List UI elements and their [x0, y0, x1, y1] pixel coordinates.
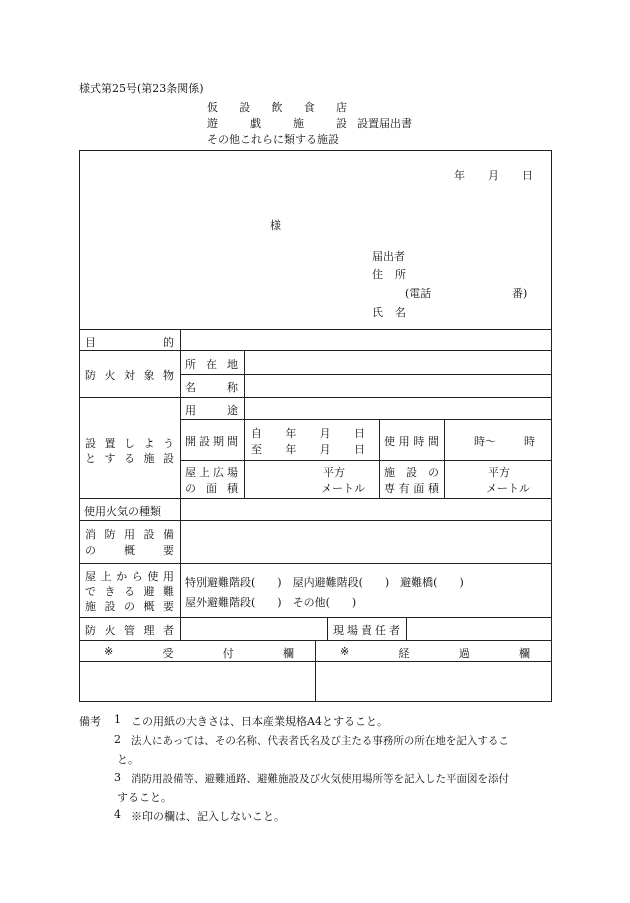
facility-char: 置: [104, 437, 116, 450]
title-char: 施: [293, 117, 304, 130]
title-char: 飲: [271, 101, 283, 114]
progress-label: [340, 645, 530, 661]
period-char: 設: [199, 435, 210, 448]
note-continuation: と。: [117, 753, 139, 766]
hours-label: [384, 433, 439, 449]
title-char: 食: [303, 101, 315, 114]
fire-object-char: 物: [163, 369, 174, 382]
evac-label-3: [85, 598, 174, 614]
evac-char: 難: [163, 585, 174, 598]
facility-char: よ: [143, 437, 155, 450]
location-char: 地: [227, 358, 238, 371]
evac-detail-2: 屋外避難階段( ) その他( ): [185, 596, 357, 609]
purpose-label: [85, 334, 174, 350]
note-text: 法人にあっては、その名称、代表者氏名及び主たる事務所の所在地を記入するこ: [131, 735, 509, 747]
meishou-label: [185, 379, 238, 395]
fire-use-label: 使用火気の種類: [84, 505, 161, 518]
equipment-char: 設: [143, 528, 155, 541]
equipment-char: 概: [124, 544, 135, 557]
fire-manager-char: 防: [85, 624, 96, 637]
phone-close: 番): [512, 287, 528, 300]
meishou-char: 名: [185, 381, 196, 394]
usage-char: 途: [227, 404, 238, 417]
rooftop-char: の: [185, 482, 196, 495]
exclusive-label-1: [384, 464, 439, 480]
evac-label-2: [85, 583, 174, 599]
period-to-char: 至: [251, 443, 262, 456]
evac-char: 設: [104, 600, 116, 613]
period-char: 期: [213, 435, 224, 448]
facility-char: と: [85, 452, 96, 465]
note-number: 3: [114, 771, 121, 784]
title-char: 遊: [207, 117, 218, 130]
fire-object-char: 防: [85, 369, 96, 382]
facility-char: 施: [143, 452, 155, 465]
equipment-char: 防: [104, 528, 116, 541]
evac-char: 屋: [85, 570, 96, 583]
equipment-char: 要: [163, 544, 174, 557]
note-number: 1: [114, 713, 121, 726]
exclusive-char: 設: [406, 466, 417, 479]
period-to-char: 年: [285, 443, 297, 456]
fire-manager-char: 理: [143, 624, 155, 637]
note-text: ※印の欄は、記入しないこと。: [131, 810, 285, 823]
address-label: [372, 266, 406, 282]
facility-label-2: [85, 450, 174, 466]
exclusive-char: 専: [384, 482, 395, 495]
rooftop-char: 屋: [185, 466, 196, 479]
rooftop-label-1: [185, 464, 238, 480]
hours-char: 用: [398, 435, 410, 448]
usage-label: [185, 402, 238, 418]
purpose-char: 的: [163, 336, 174, 349]
equipment-char: 消: [85, 528, 96, 541]
rooftop-unit-2: メートル: [321, 482, 365, 495]
applicant-label: 届出者: [372, 250, 405, 263]
evac-char: 使: [147, 570, 159, 583]
location-label: [185, 356, 238, 372]
name-char: 氏: [372, 306, 383, 319]
progress-char: 欄: [518, 647, 530, 660]
note-continuation: すること。: [117, 791, 172, 804]
facility-char: 設: [85, 437, 96, 450]
exclusive-char: 積: [427, 482, 439, 495]
form-number: 様式第25号(第23条関係): [79, 82, 204, 95]
period-from-char: 月: [319, 427, 331, 440]
exclusive-char: の: [428, 466, 439, 479]
progress-char: 過: [458, 647, 470, 660]
equipment-label-2: [85, 542, 174, 558]
exclusive-label-2: [384, 480, 439, 496]
evac-char: ら: [131, 570, 143, 583]
evac-char: 概: [143, 600, 155, 613]
exclusive-char: 面: [413, 482, 425, 495]
site-manager-char: 任: [375, 624, 386, 637]
title-char: 設: [239, 101, 251, 114]
period-to: [251, 441, 365, 457]
title-suffix: 設置届出書: [357, 117, 412, 130]
rooftop-char: 積: [227, 482, 238, 495]
facility-char: し: [124, 437, 135, 450]
rooftop-char: 広: [213, 466, 224, 479]
fire-object-label: [85, 367, 174, 383]
title-line-2: [207, 115, 347, 131]
reception-char: ※: [104, 645, 114, 658]
period-from-char: 自: [251, 427, 262, 440]
hours-char: 間: [427, 435, 439, 448]
evac-char: き: [104, 585, 116, 598]
evac-char: 用: [162, 570, 174, 583]
evac-char: 避: [143, 585, 155, 598]
title-char: 店: [336, 101, 347, 114]
evac-label-1: [85, 568, 174, 584]
meishou-char: 称: [227, 381, 238, 394]
facility-char: 設: [163, 452, 174, 465]
fire-object-char: 象: [143, 369, 155, 382]
exclusive-char: 有: [398, 482, 410, 495]
exclusive-unit-2: メートル: [486, 482, 530, 495]
title-char: 戯: [250, 117, 261, 130]
name-label: [372, 304, 406, 320]
facility-label-1: [85, 435, 174, 451]
note-number: 4: [114, 808, 121, 821]
name-char: 名: [395, 306, 406, 319]
period-label: [185, 433, 238, 449]
rooftop-char: 場: [227, 466, 238, 479]
site-manager-char: 者: [389, 624, 400, 637]
usage-char: 用: [185, 404, 196, 417]
period-to-char: 月: [319, 443, 331, 456]
note-text: 消防用設備等、避難通路、避難施設及び火気使用場所等を記入した平面図を添付: [131, 773, 509, 785]
equipment-label-1: [85, 526, 174, 542]
title-line-1: [207, 99, 347, 115]
reception-char: 付: [222, 647, 234, 660]
evac-char: の: [124, 600, 135, 613]
rooftop-char: 上: [199, 466, 210, 479]
equipment-char: 用: [124, 528, 135, 541]
title-char: 仮: [207, 101, 218, 114]
progress-char: ※: [340, 645, 350, 658]
period-from-char: 日: [353, 427, 365, 440]
date-month: 月: [488, 169, 499, 182]
note-number: 2: [114, 733, 121, 746]
rooftop-label-2: [185, 480, 238, 496]
period-from-char: 年: [285, 427, 297, 440]
phone-open: (電話: [405, 287, 432, 300]
title-line-3: その他これらに類する施設: [207, 133, 339, 146]
purpose-char: 目: [85, 336, 96, 349]
site-manager-label: [333, 622, 400, 638]
address-char: 所: [395, 268, 406, 281]
fire-object-char: 火: [104, 369, 116, 382]
evac-char: 上: [100, 570, 112, 583]
fire-manager-char: 管: [124, 624, 135, 637]
evac-char: 施: [85, 600, 96, 613]
site-manager-char: 場: [347, 624, 358, 637]
site-manager-char: 現: [333, 624, 344, 637]
evac-char: る: [124, 585, 135, 598]
evac-detail-1: 特別避難階段( ) 屋内避難階段( ) 避難橋( ): [185, 576, 464, 589]
reception-char: 受: [162, 647, 174, 660]
fire-manager-char: 者: [163, 624, 174, 637]
facility-char: う: [163, 437, 174, 450]
equipment-char: 備: [163, 528, 174, 541]
rooftop-unit-1: 平方: [323, 466, 345, 479]
progress-char: 経: [398, 647, 410, 660]
hours-char: 使: [384, 435, 395, 448]
facility-char: る: [124, 452, 135, 465]
notes-label: 備考: [79, 715, 101, 728]
period-char: 間: [227, 435, 238, 448]
fire-manager-label: [85, 622, 174, 638]
period-char: 開: [185, 435, 196, 448]
evac-char: で: [85, 585, 96, 598]
fire-object-char: 対: [124, 369, 135, 382]
date-year: 年: [454, 169, 465, 182]
reception-label: [104, 645, 294, 661]
rooftop-char: 面: [206, 482, 217, 495]
location-char: 在: [206, 358, 217, 371]
hours-from: 時〜: [474, 435, 496, 448]
evac-char: か: [116, 570, 128, 583]
hours-to: 時: [524, 435, 535, 448]
period-to-char: 日: [353, 443, 365, 456]
title-char: 設: [336, 117, 347, 130]
exclusive-unit-1: 平方: [488, 466, 510, 479]
reception-char: 欄: [282, 647, 294, 660]
location-char: 所: [185, 358, 196, 371]
evac-char: 要: [163, 600, 174, 613]
addressee-suffix: 様: [270, 219, 281, 232]
note-text: この用紙の大きさは、日本産業規格A4とすること。: [131, 715, 388, 728]
period-from: [251, 425, 365, 441]
facility-char: す: [104, 452, 116, 465]
exclusive-char: 施: [384, 466, 395, 479]
site-manager-char: 責: [361, 624, 372, 637]
fire-manager-char: 火: [104, 624, 116, 637]
date-day: 日: [522, 169, 533, 182]
address-char: 住: [372, 268, 383, 281]
hours-char: 時: [413, 435, 425, 448]
equipment-char: の: [85, 544, 96, 557]
